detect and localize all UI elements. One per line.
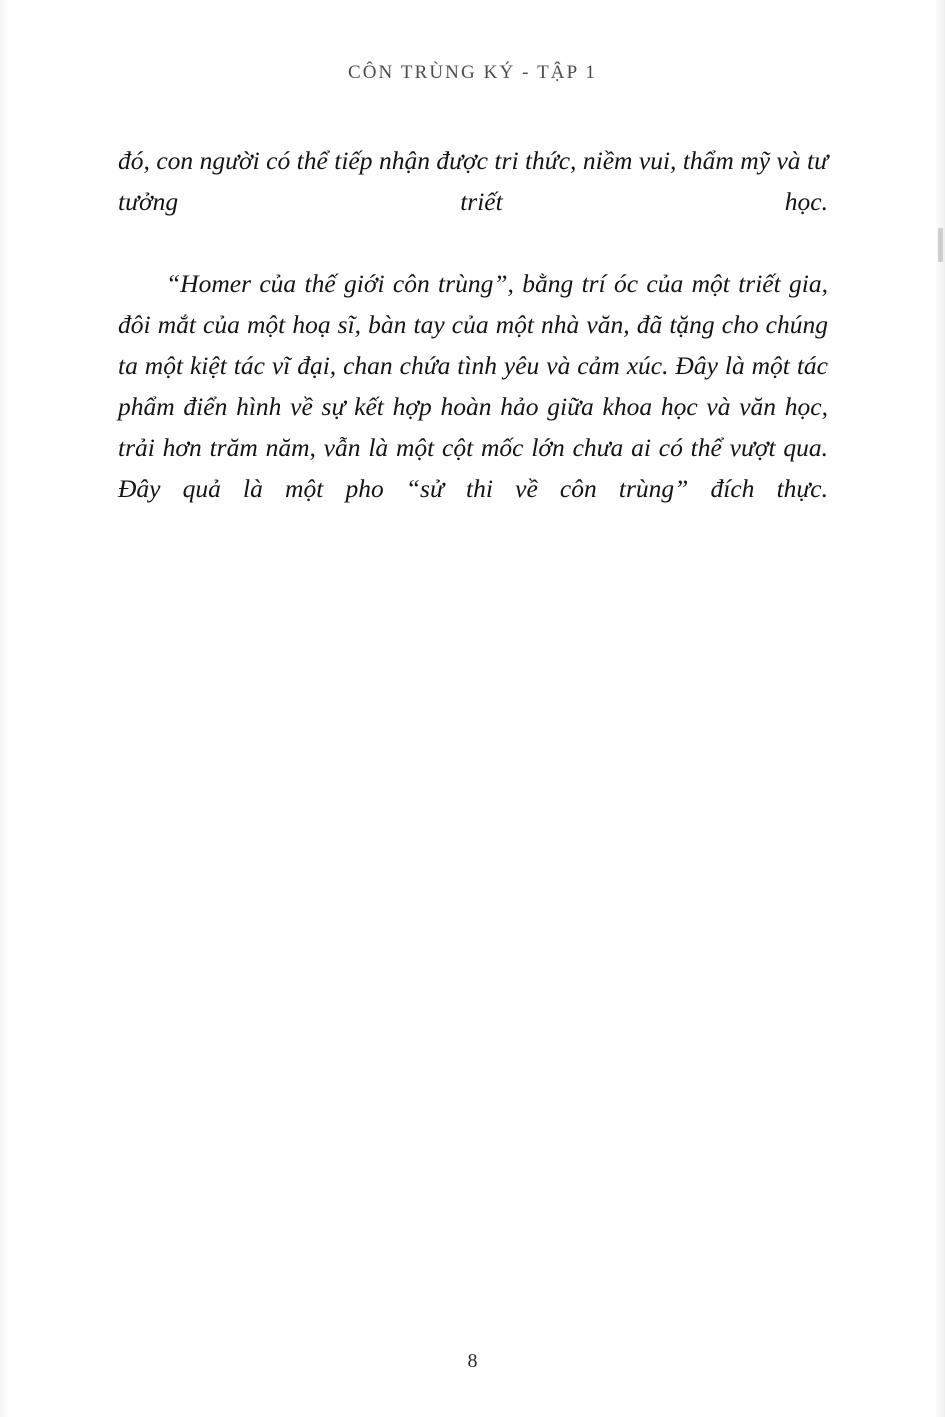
paragraph-homer: “Homer của thế giới côn trùng”, bằng trí óc của một triết gia, đôi mắt của một hoạ sĩ, bàn tay của một nhà văn, đã tặng cho chúng ta một kiệt tác vĩ đại, chan chứa tình yêu và cảm xúc. Đây là một tác phẩm điển hình về sự kết hợp hoàn hảo giữa khoa học và văn học, trải hơn trăm năm, vẫn là một cột mốc lớn chưa ai có thể vượt qua. Đây quả là một pho “sử thi về côn trùng” đích thực. [118, 269, 828, 503]
page-left-shadow [0, 0, 8, 1417]
body-text [118, 140, 828, 550]
page-number: 8 [467, 1350, 478, 1372]
page-right-shadow [935, 0, 945, 1417]
running-head: CÔN TRÙNG KÝ - TẬP 1 [347, 62, 598, 83]
paragraph-continuation: đó, con người có thể tiếp nhận được tri thức, niềm vui, thẩm mỹ và tư tưởng triết học. [118, 146, 828, 216]
page-edge-marker [938, 228, 943, 262]
